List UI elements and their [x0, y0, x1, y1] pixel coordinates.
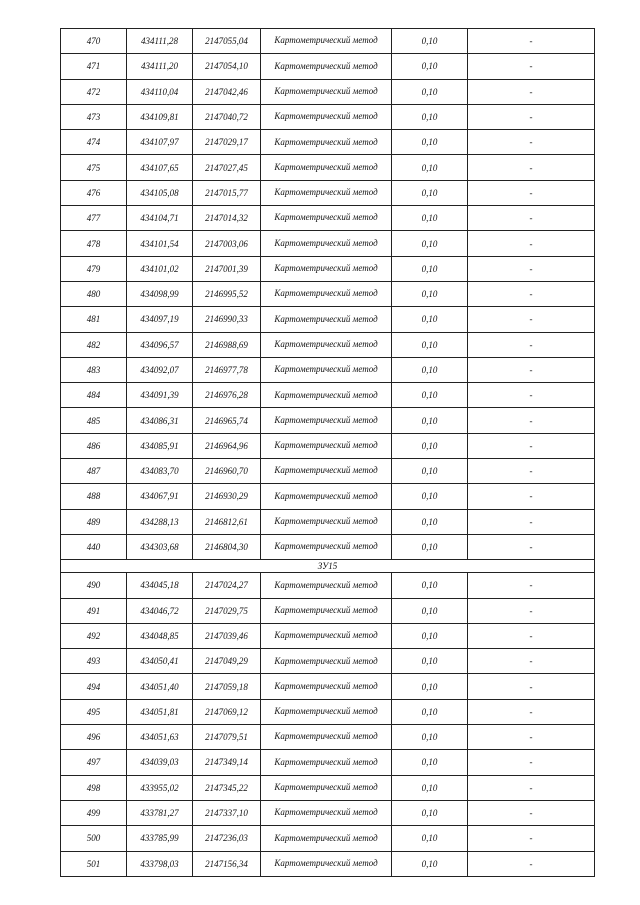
y-coordinate-cell: 2146976,28 [193, 383, 261, 408]
table-row [61, 54, 595, 79]
table-row [61, 800, 595, 825]
accuracy-cell: 0,10 [392, 725, 468, 750]
accuracy-cell: 0,10 [392, 104, 468, 129]
description-cell: - [468, 725, 595, 750]
y-coordinate-cell: 2147079,51 [193, 725, 261, 750]
point-number-cell: 486 [61, 433, 127, 458]
y-coordinate-cell: 2147345,22 [193, 775, 261, 800]
description-cell: - [468, 800, 595, 825]
table-row [61, 725, 595, 750]
table-row [61, 206, 595, 231]
y-coordinate-cell: 2147055,04 [193, 29, 261, 54]
table-row [61, 534, 595, 559]
point-number-cell: 478 [61, 231, 127, 256]
x-coordinate-cell: 434092,07 [127, 357, 193, 382]
x-coordinate-cell: 433798,03 [127, 851, 193, 876]
point-number-cell: 498 [61, 775, 127, 800]
table-row [61, 231, 595, 256]
description-cell: - [468, 775, 595, 800]
x-coordinate-cell: 433955,02 [127, 775, 193, 800]
accuracy-cell: 0,10 [392, 649, 468, 674]
description-cell: - [468, 357, 595, 382]
accuracy-cell: 0,10 [392, 408, 468, 433]
x-coordinate-cell: 434109,81 [127, 104, 193, 129]
point-number-cell: 496 [61, 725, 127, 750]
accuracy-cell: 0,10 [392, 180, 468, 205]
method-cell: Картометрический метод [261, 180, 392, 205]
method-cell: Картометрический метод [261, 775, 392, 800]
description-cell: - [468, 649, 595, 674]
x-coordinate-cell: 434051,81 [127, 699, 193, 724]
method-cell: Картометрический метод [261, 408, 392, 433]
method-cell: Картометрический метод [261, 851, 392, 876]
point-number-cell: 481 [61, 307, 127, 332]
description-cell: - [468, 231, 595, 256]
x-coordinate-cell: 434098,99 [127, 281, 193, 306]
method-cell: Картометрический метод [261, 155, 392, 180]
point-number-cell: 479 [61, 256, 127, 281]
table-row [61, 180, 595, 205]
description-cell: - [468, 332, 595, 357]
point-number-cell: 476 [61, 180, 127, 205]
table-row [61, 104, 595, 129]
x-coordinate-cell: 434111,20 [127, 54, 193, 79]
point-number-cell: 488 [61, 484, 127, 509]
x-coordinate-cell: 434111,28 [127, 29, 193, 54]
y-coordinate-cell: 2147349,14 [193, 750, 261, 775]
method-cell: Картометрический метод [261, 509, 392, 534]
x-coordinate-cell: 434101,02 [127, 256, 193, 281]
accuracy-cell: 0,10 [392, 383, 468, 408]
x-coordinate-cell: 434303,68 [127, 534, 193, 559]
method-cell: Картометрический метод [261, 484, 392, 509]
table-row [61, 459, 595, 484]
table-row [61, 433, 595, 458]
description-cell: - [468, 256, 595, 281]
accuracy-cell: 0,10 [392, 775, 468, 800]
method-cell: Картометрический метод [261, 231, 392, 256]
y-coordinate-cell: 2147027,45 [193, 155, 261, 180]
method-cell: Картометрический метод [261, 206, 392, 231]
y-coordinate-cell: 2147024,27 [193, 573, 261, 598]
y-coordinate-cell: 2147059,18 [193, 674, 261, 699]
table-row [61, 332, 595, 357]
table-row [61, 484, 595, 509]
description-cell: - [468, 851, 595, 876]
point-number-cell: 475 [61, 155, 127, 180]
x-coordinate-cell: 434051,40 [127, 674, 193, 699]
accuracy-cell: 0,10 [392, 598, 468, 623]
point-number-cell: 492 [61, 623, 127, 648]
accuracy-cell: 0,10 [392, 851, 468, 876]
point-number-cell: 491 [61, 598, 127, 623]
point-number-cell: 477 [61, 206, 127, 231]
table-row [61, 281, 595, 306]
section-header-row [61, 560, 595, 573]
accuracy-cell: 0,10 [392, 29, 468, 54]
accuracy-cell: 0,10 [392, 307, 468, 332]
y-coordinate-cell: 2147029,17 [193, 130, 261, 155]
accuracy-cell: 0,10 [392, 674, 468, 699]
accuracy-cell: 0,10 [392, 281, 468, 306]
coordinates-table [60, 28, 595, 877]
table-row [61, 598, 595, 623]
x-coordinate-cell: 434050,41 [127, 649, 193, 674]
description-cell: - [468, 206, 595, 231]
table-row [61, 573, 595, 598]
description-cell: - [468, 484, 595, 509]
accuracy-cell: 0,10 [392, 484, 468, 509]
y-coordinate-cell: 2147042,46 [193, 79, 261, 104]
table-row [61, 623, 595, 648]
method-cell: Картометрический метод [261, 383, 392, 408]
y-coordinate-cell: 2147069,12 [193, 699, 261, 724]
y-coordinate-cell: 2146930,29 [193, 484, 261, 509]
y-coordinate-cell: 2146965,74 [193, 408, 261, 433]
table-row [61, 826, 595, 851]
x-coordinate-cell: 434051,63 [127, 725, 193, 750]
description-cell: - [468, 180, 595, 205]
table-row [61, 155, 595, 180]
point-number-cell: 474 [61, 130, 127, 155]
method-cell: Картометрический метод [261, 256, 392, 281]
description-cell: - [468, 750, 595, 775]
point-number-cell: 497 [61, 750, 127, 775]
x-coordinate-cell: 434067,91 [127, 484, 193, 509]
description-cell: - [468, 459, 595, 484]
accuracy-cell: 0,10 [392, 623, 468, 648]
method-cell: Картометрический метод [261, 800, 392, 825]
description-cell: - [468, 281, 595, 306]
table-row [61, 383, 595, 408]
y-coordinate-cell: 2147049,29 [193, 649, 261, 674]
accuracy-cell: 0,10 [392, 509, 468, 534]
y-coordinate-cell: 2146988,69 [193, 332, 261, 357]
accuracy-cell: 0,10 [392, 256, 468, 281]
description-cell: - [468, 54, 595, 79]
accuracy-cell: 0,10 [392, 433, 468, 458]
point-number-cell: 470 [61, 29, 127, 54]
y-coordinate-cell: 2147029,75 [193, 598, 261, 623]
section-label: ЗУ15 [61, 560, 595, 573]
method-cell: Картометрический метод [261, 332, 392, 357]
x-coordinate-cell: 434105,08 [127, 180, 193, 205]
accuracy-cell: 0,10 [392, 534, 468, 559]
point-number-cell: 501 [61, 851, 127, 876]
y-coordinate-cell: 2147236,03 [193, 826, 261, 851]
description-cell: - [468, 699, 595, 724]
point-number-cell: 440 [61, 534, 127, 559]
table-row [61, 775, 595, 800]
y-coordinate-cell: 2147337,10 [193, 800, 261, 825]
x-coordinate-cell: 434101,54 [127, 231, 193, 256]
accuracy-cell: 0,10 [392, 750, 468, 775]
coordinates-table-body [61, 29, 595, 877]
method-cell: Картометрический метод [261, 459, 392, 484]
y-coordinate-cell: 2147156,34 [193, 851, 261, 876]
y-coordinate-cell: 2147015,77 [193, 180, 261, 205]
description-cell: - [468, 623, 595, 648]
y-coordinate-cell: 2147039,46 [193, 623, 261, 648]
method-cell: Картометрический метод [261, 573, 392, 598]
method-cell: Картометрический метод [261, 433, 392, 458]
table-row [61, 256, 595, 281]
method-cell: Картометрический метод [261, 281, 392, 306]
y-coordinate-cell: 2146977,78 [193, 357, 261, 382]
x-coordinate-cell: 434039,03 [127, 750, 193, 775]
point-number-cell: 472 [61, 79, 127, 104]
table-row [61, 357, 595, 382]
y-coordinate-cell: 2147054,10 [193, 54, 261, 79]
table-row [61, 307, 595, 332]
x-coordinate-cell: 433785,99 [127, 826, 193, 851]
x-coordinate-cell: 434107,97 [127, 130, 193, 155]
x-coordinate-cell: 433781,27 [127, 800, 193, 825]
point-number-cell: 480 [61, 281, 127, 306]
x-coordinate-cell: 434091,39 [127, 383, 193, 408]
method-cell: Картометрический метод [261, 130, 392, 155]
method-cell: Картометрический метод [261, 79, 392, 104]
point-number-cell: 500 [61, 826, 127, 851]
x-coordinate-cell: 434096,57 [127, 332, 193, 357]
x-coordinate-cell: 434085,91 [127, 433, 193, 458]
x-coordinate-cell: 434104,71 [127, 206, 193, 231]
description-cell: - [468, 509, 595, 534]
description-cell: - [468, 383, 595, 408]
x-coordinate-cell: 434110,04 [127, 79, 193, 104]
y-coordinate-cell: 2147003,06 [193, 231, 261, 256]
accuracy-cell: 0,10 [392, 459, 468, 484]
point-number-cell: 489 [61, 509, 127, 534]
description-cell: - [468, 130, 595, 155]
y-coordinate-cell: 2146804,30 [193, 534, 261, 559]
x-coordinate-cell: 434046,72 [127, 598, 193, 623]
accuracy-cell: 0,10 [392, 699, 468, 724]
description-cell: - [468, 307, 595, 332]
point-number-cell: 482 [61, 332, 127, 357]
table-row [61, 699, 595, 724]
method-cell: Картометрический метод [261, 674, 392, 699]
method-cell: Картометрический метод [261, 357, 392, 382]
accuracy-cell: 0,10 [392, 79, 468, 104]
x-coordinate-cell: 434097,19 [127, 307, 193, 332]
accuracy-cell: 0,10 [392, 54, 468, 79]
accuracy-cell: 0,10 [392, 800, 468, 825]
accuracy-cell: 0,10 [392, 573, 468, 598]
description-cell: - [468, 534, 595, 559]
method-cell: Картометрический метод [261, 623, 392, 648]
y-coordinate-cell: 2147040,72 [193, 104, 261, 129]
point-number-cell: 490 [61, 573, 127, 598]
method-cell: Картометрический метод [261, 104, 392, 129]
y-coordinate-cell: 2146964,96 [193, 433, 261, 458]
accuracy-cell: 0,10 [392, 155, 468, 180]
description-cell: - [468, 79, 595, 104]
y-coordinate-cell: 2146812,61 [193, 509, 261, 534]
method-cell: Картометрический метод [261, 598, 392, 623]
accuracy-cell: 0,10 [392, 130, 468, 155]
method-cell: Картометрический метод [261, 29, 392, 54]
method-cell: Картометрический метод [261, 725, 392, 750]
table-row [61, 130, 595, 155]
point-number-cell: 487 [61, 459, 127, 484]
description-cell: - [468, 674, 595, 699]
method-cell: Картометрический метод [261, 826, 392, 851]
description-cell: - [468, 598, 595, 623]
point-number-cell: 485 [61, 408, 127, 433]
table-row [61, 649, 595, 674]
y-coordinate-cell: 2146995,52 [193, 281, 261, 306]
description-cell: - [468, 104, 595, 129]
table-row [61, 408, 595, 433]
table-row [61, 29, 595, 54]
y-coordinate-cell: 2147014,32 [193, 206, 261, 231]
point-number-cell: 495 [61, 699, 127, 724]
description-cell: - [468, 155, 595, 180]
accuracy-cell: 0,10 [392, 231, 468, 256]
table-row [61, 851, 595, 876]
point-number-cell: 483 [61, 357, 127, 382]
method-cell: Картометрический метод [261, 750, 392, 775]
method-cell: Картометрический метод [261, 307, 392, 332]
description-cell: - [468, 433, 595, 458]
table-row [61, 674, 595, 699]
point-number-cell: 494 [61, 674, 127, 699]
accuracy-cell: 0,10 [392, 357, 468, 382]
point-number-cell: 473 [61, 104, 127, 129]
description-cell: - [468, 826, 595, 851]
y-coordinate-cell: 2146990,33 [193, 307, 261, 332]
description-cell: - [468, 573, 595, 598]
description-cell: - [468, 408, 595, 433]
x-coordinate-cell: 434086,31 [127, 408, 193, 433]
accuracy-cell: 0,10 [392, 332, 468, 357]
accuracy-cell: 0,10 [392, 826, 468, 851]
x-coordinate-cell: 434107,65 [127, 155, 193, 180]
table-row [61, 79, 595, 104]
y-coordinate-cell: 2147001,39 [193, 256, 261, 281]
x-coordinate-cell: 434288,13 [127, 509, 193, 534]
point-number-cell: 499 [61, 800, 127, 825]
table-row [61, 750, 595, 775]
x-coordinate-cell: 434083,70 [127, 459, 193, 484]
point-number-cell: 471 [61, 54, 127, 79]
point-number-cell: 484 [61, 383, 127, 408]
method-cell: Картометрический метод [261, 534, 392, 559]
table-row [61, 509, 595, 534]
method-cell: Картометрический метод [261, 699, 392, 724]
method-cell: Картометрический метод [261, 649, 392, 674]
method-cell: Картометрический метод [261, 54, 392, 79]
x-coordinate-cell: 434048,85 [127, 623, 193, 648]
description-cell: - [468, 29, 595, 54]
y-coordinate-cell: 2146960,70 [193, 459, 261, 484]
accuracy-cell: 0,10 [392, 206, 468, 231]
point-number-cell: 493 [61, 649, 127, 674]
x-coordinate-cell: 434045,18 [127, 573, 193, 598]
